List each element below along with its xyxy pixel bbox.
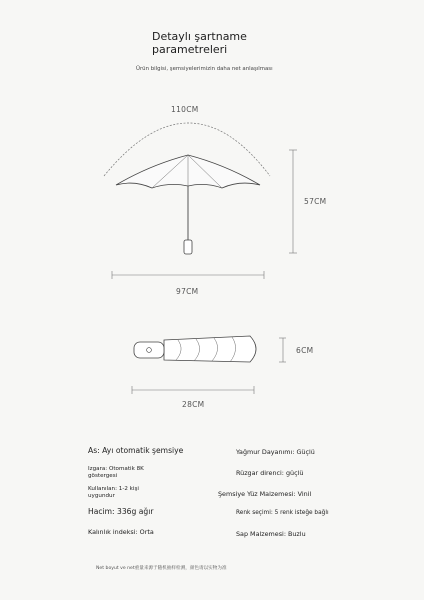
footer-note: Net boyut ve net重量来源于随机抽样检测，颜色请以实物为准 [96,566,227,571]
folded-umbrella-handle [134,342,164,358]
title-line-1: Detaylı şartname [152,30,247,43]
spec-type: As: Ayı otomatik şemsiye [88,446,184,455]
folded-length-label: 28CM [182,400,205,409]
umbrella-handle [184,240,192,254]
open-height-label: 57CM [304,197,327,206]
spec-wind-resistance: Rüzgar direnci: güçlü [236,469,304,477]
spec-colors: Renk seçimi: 5 renk isteğe bağlı [236,510,329,516]
spec-handle: Sap Malzemesi: Buzlu [236,530,306,538]
spec-frame: Izgara: Otomatik 8K göstergesi [88,466,144,479]
spec-thickness-index: Kalınlık indeksi: Orta [88,528,154,536]
page-subtitle: Ürün bilgisi, şemsiyelerimizin daha net anlaşılması [136,66,273,72]
spec-fabric: Şemsiye Yüz Malzemesi: Vinil [218,490,312,498]
title-line-2: parametreleri [152,43,228,56]
open-width-label: 110CM [171,105,199,114]
folded-thickness-label: 6CM [296,346,314,355]
spec-rain-resistance: Yağmur Dayanımı: Güçlü [236,448,315,456]
open-span-label: 97CM [176,287,199,296]
spec-weight: Hacim: 336g ağır [88,507,154,516]
spec-users: Kullanılan: 1-2 kişi uygundur [88,486,139,499]
